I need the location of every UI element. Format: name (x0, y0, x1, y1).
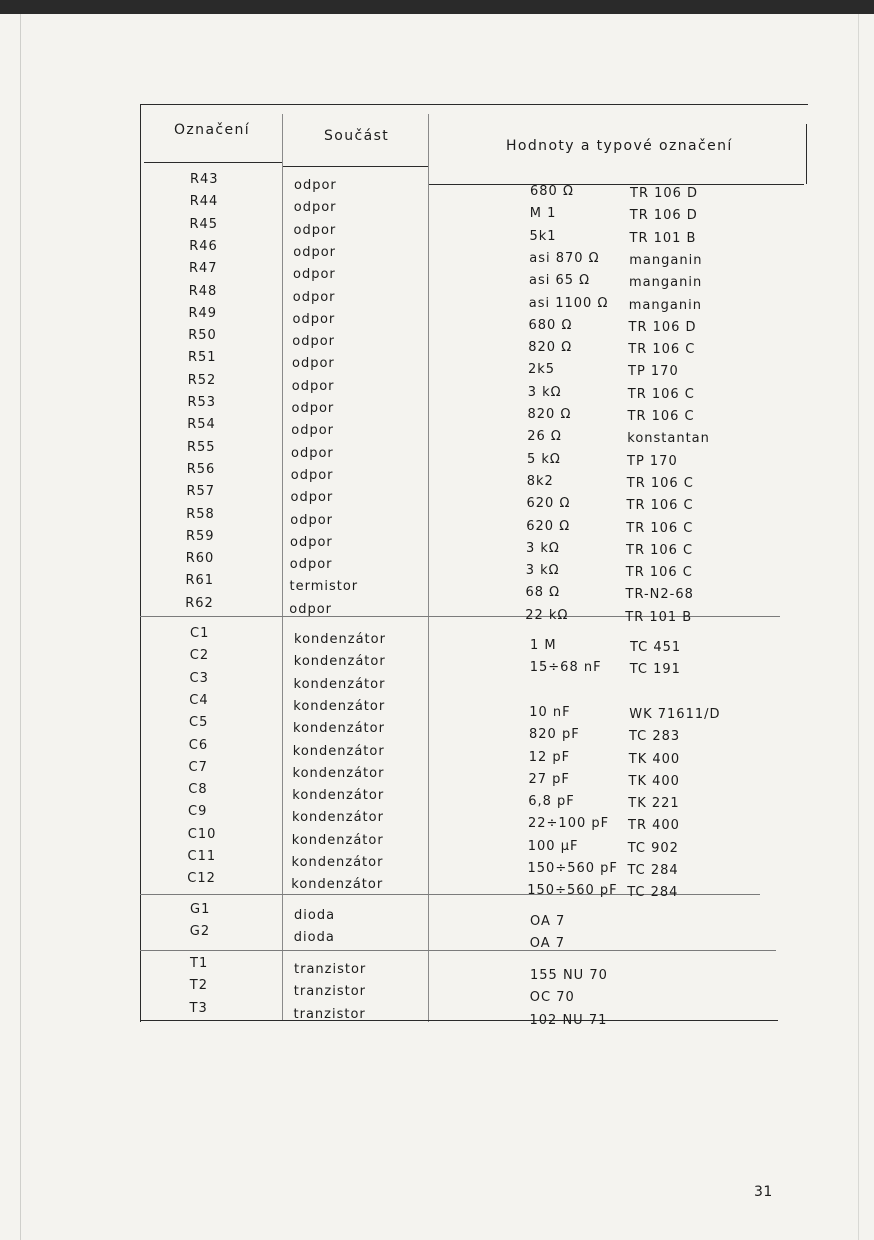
cell-part: odpor (290, 467, 334, 483)
cell-id: R59 (186, 528, 215, 544)
cell-value: 1 M (530, 638, 557, 653)
cell-id: C2 (189, 648, 210, 664)
cell-part: kondenzátor (292, 743, 385, 759)
cell-id: R47 (189, 261, 218, 277)
cell-id: C6 (188, 737, 209, 753)
cell-id: R58 (186, 506, 215, 522)
cell-value: 22÷100 pF (528, 816, 610, 832)
table-right-border (806, 124, 807, 184)
cell-part: odpor (293, 267, 336, 283)
cell-type: TP 170 (627, 453, 678, 469)
cell-part: kondenzátor (291, 877, 384, 893)
cell-value: 820 Ω (528, 340, 573, 356)
cell-part: odpor (290, 512, 334, 528)
cell-type: TR 106 C (627, 409, 695, 424)
cell-id: R48 (188, 283, 218, 299)
cell-type: TC 284 (627, 885, 679, 901)
cell-type: TR 106 C (626, 498, 694, 514)
scan-right-edge (858, 14, 859, 1240)
cell-value: 150÷560 pF (527, 861, 618, 876)
cell-value: 680 Ω (528, 317, 573, 333)
cell-value: 27 pF (528, 771, 570, 787)
cell-part: odpor (289, 601, 333, 617)
cell-id: T3 (189, 1000, 208, 1016)
cell-value: 5 kΩ (527, 451, 561, 467)
cell-value: OA 7 (530, 914, 566, 929)
cell-value: asi 65 Ω (529, 273, 591, 289)
cell-part: odpor (289, 557, 333, 573)
cell-type: TR-N2-68 (625, 587, 694, 603)
cell-part: odpor (293, 200, 337, 216)
column-divider-2 (428, 114, 429, 1022)
cell-id: R54 (187, 417, 216, 433)
cell-id: G2 (189, 924, 211, 940)
cell-value: 102 NU 71 (529, 1012, 608, 1028)
cell-type: TR 106 C (626, 520, 694, 536)
table-left-border (140, 104, 141, 1022)
cell-value: 22 kΩ (525, 607, 569, 623)
cell-part: kondenzátor (291, 855, 384, 870)
cell-id: T2 (189, 978, 208, 994)
cell-type: TC 902 (627, 840, 679, 856)
cell-part: odpor (291, 401, 335, 416)
cell-value: 680 Ω (530, 184, 574, 199)
cell-id: R55 (187, 439, 216, 455)
header-soucast: Součást (324, 128, 390, 144)
cell-value: 5k1 (529, 228, 557, 244)
cell-part: kondenzátor (293, 721, 385, 737)
cell-type: TC 191 (629, 662, 681, 678)
cell-value: 820 pF (529, 727, 580, 743)
header-hodnoty: Hodnoty a typové označení (506, 138, 733, 154)
cell-id: R49 (188, 305, 218, 321)
cell-value: 620 Ω (526, 518, 571, 534)
cell-type: TR 106 D (629, 208, 698, 224)
cell-value: 12 pF (528, 749, 571, 765)
cell-id: R45 (189, 216, 219, 232)
cell-part: kondenzátor (294, 632, 386, 647)
cell-part: odpor (293, 222, 337, 238)
cell-part: kondenzátor (293, 654, 386, 670)
cell-part: odpor (293, 244, 337, 260)
header-rule-mid (282, 166, 428, 167)
cell-type: TR 101 B (629, 230, 697, 246)
cell-type: manganin (629, 252, 703, 268)
cell-value: 155 NU 70 (530, 968, 608, 983)
cell-type: TK 400 (628, 773, 680, 789)
page-number: 31 (754, 1184, 773, 1200)
cell-part: kondenzátor (293, 698, 386, 714)
cell-part: odpor (294, 178, 337, 193)
cell-value: 15÷68 nF (529, 660, 602, 676)
header-rule-left (144, 162, 282, 163)
cell-value: 68 Ω (525, 585, 561, 601)
cell-part: dioda (293, 930, 335, 946)
cell-part: odpor (290, 490, 334, 506)
cell-value: 100 μF (527, 838, 579, 854)
cell-type: TP 170 (628, 364, 679, 380)
cell-part: tranzistor (293, 1006, 366, 1022)
cell-value: 620 Ω (526, 496, 571, 512)
cell-type: TR 101 B (625, 609, 693, 625)
cell-value: OA 7 (529, 936, 566, 952)
table-bottom-rule (140, 1020, 778, 1021)
cell-id: R50 (188, 328, 217, 344)
scan-left-edge (20, 14, 21, 1240)
cell-value: M 1 (529, 206, 557, 222)
cell-value: 8k2 (526, 473, 554, 489)
cell-id: R51 (188, 350, 217, 366)
cell-id: G1 (190, 902, 211, 917)
cell-part: tranzistor (294, 962, 367, 977)
cell-type: TR 106 C (627, 386, 695, 402)
cell-part: termistor (289, 579, 359, 595)
cell-value: OC 70 (529, 990, 575, 1006)
header-rule-right (428, 184, 804, 185)
cell-type: TK 400 (628, 751, 681, 767)
cell-type: TR 106 D (630, 186, 699, 201)
cell-part: odpor (292, 289, 336, 305)
cell-value: 3 kΩ (525, 563, 560, 579)
cell-id: R46 (189, 238, 218, 254)
cell-part: dioda (294, 908, 336, 923)
cell-type: manganin (629, 275, 703, 291)
cell-id: C9 (188, 804, 208, 820)
table-top-rule (140, 104, 808, 105)
cell-type: WK 71611/D (629, 706, 721, 722)
cell-id: R53 (187, 395, 217, 410)
cell-part: kondenzátor (292, 765, 385, 781)
cell-id: R52 (187, 372, 217, 388)
cell-part: odpor (290, 534, 333, 550)
cell-id: R60 (185, 551, 215, 567)
cell-part: odpor (291, 423, 335, 439)
cell-id: R62 (185, 595, 214, 611)
cell-type: manganin (628, 297, 702, 313)
cell-value: 820 Ω (527, 407, 572, 422)
cell-id: C12 (187, 871, 216, 887)
cell-type: TC 283 (629, 729, 681, 745)
cell-type: TR 106 C (628, 342, 696, 358)
cell-type: TR 400 (628, 818, 680, 834)
cell-id: C11 (187, 849, 217, 864)
cell-id: R56 (186, 461, 216, 477)
cell-type: TR 106 C (626, 475, 694, 491)
cell-value: asi 1100 Ω (528, 295, 609, 311)
cell-type: TC 284 (627, 863, 679, 878)
cell-id: C4 (189, 692, 209, 708)
cell-type: TC 451 (630, 640, 682, 655)
cell-value: asi 870 Ω (529, 250, 600, 266)
component-table (140, 104, 808, 1028)
cell-type: TK 221 (628, 796, 680, 812)
cell-id: R44 (189, 194, 219, 210)
cell-id: C10 (187, 826, 217, 842)
header-oznaceni: Označení (174, 122, 251, 138)
cell-id: R61 (185, 573, 215, 589)
cell-value: 150÷560 pF (527, 883, 618, 899)
cell-part: tranzistor (293, 984, 367, 1000)
cell-value: 10 nF (529, 704, 571, 720)
cell-part: odpor (291, 378, 335, 394)
cell-part: kondenzátor (292, 810, 384, 826)
cell-part: kondenzátor (291, 832, 384, 848)
cell-part: kondenzátor (293, 676, 386, 692)
scan-top-edge (0, 0, 874, 14)
cell-value: 3 kΩ (526, 540, 560, 556)
cell-value: 26 Ω (527, 429, 562, 445)
column-divider-1 (282, 114, 283, 1020)
cell-part: odpor (292, 356, 335, 372)
cell-value: 2k5 (528, 362, 556, 378)
cell-value: 6,8 pF (528, 794, 575, 810)
cell-id: C3 (189, 670, 209, 686)
cell-id: R43 (190, 172, 219, 187)
cell-part: odpor (292, 311, 336, 327)
cell-id: C5 (189, 715, 209, 731)
cell-id: C8 (188, 782, 208, 798)
cell-value: 3 kΩ (527, 384, 562, 400)
cell-id: R57 (186, 484, 216, 500)
cell-id: T1 (190, 956, 209, 971)
cell-part: odpor (291, 445, 334, 461)
cell-id: C1 (190, 626, 210, 641)
cell-type: TR 106 C (625, 565, 693, 581)
cell-part: kondenzátor (292, 788, 385, 804)
cell-type: TR 106 C (626, 542, 694, 558)
cell-part: odpor (292, 334, 336, 350)
cell-type: TR 106 D (628, 319, 697, 335)
group-divider-transistors (140, 950, 776, 951)
cell-type: konstantan (627, 431, 710, 447)
cell-id: C7 (188, 759, 208, 775)
